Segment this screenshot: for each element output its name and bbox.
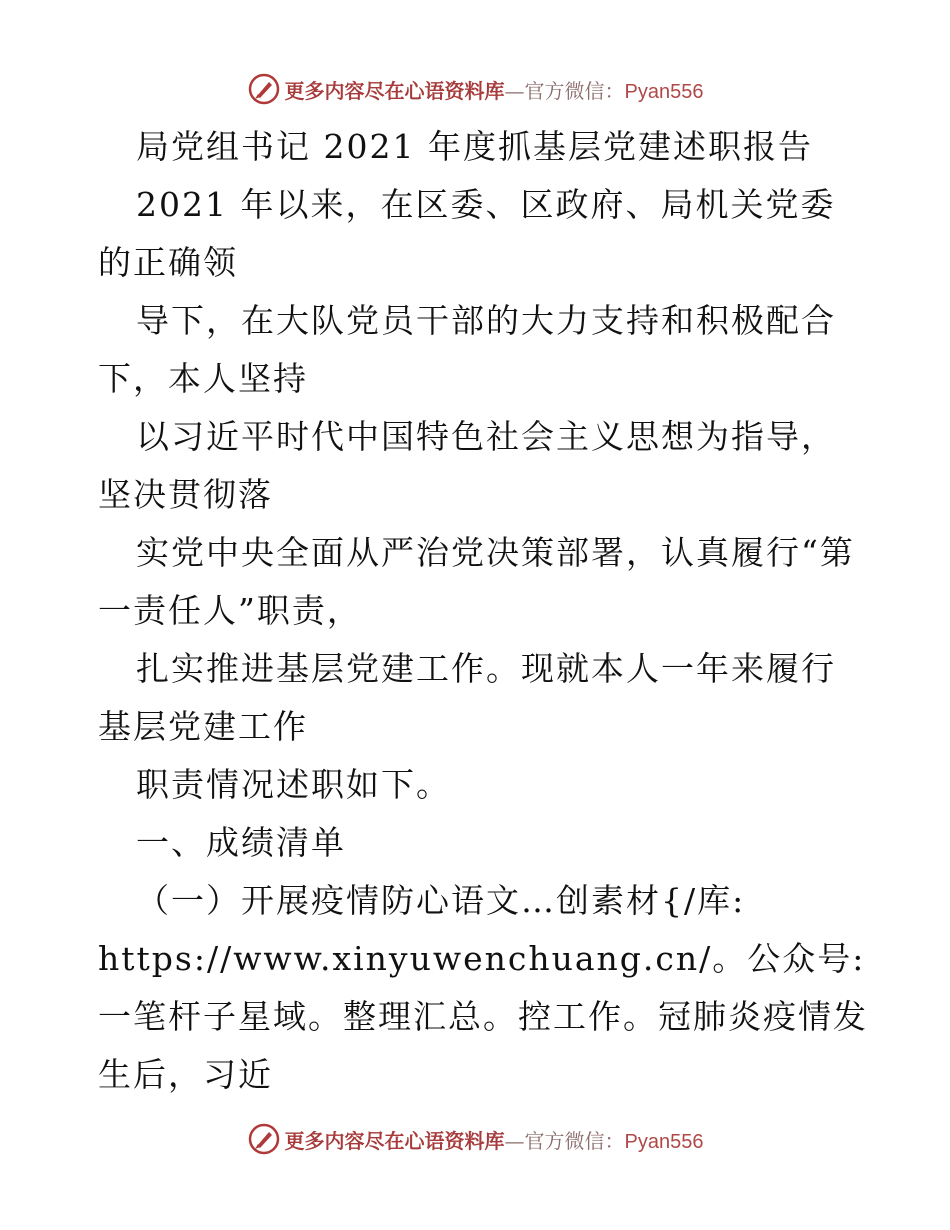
- paragraph: 扎实推进基层党建工作。现就本人一年来履行基层党建工作: [98, 649, 836, 746]
- banner-text-main: 更多内容尽在心语资料库: [284, 1128, 505, 1153]
- paragraph: 导下，在大队党员干部的大力支持和积极配合下，本人坚持: [98, 301, 836, 398]
- footer-watermark-banner: [0, 1122, 950, 1156]
- banner-wechat-id: Pyan556: [624, 1130, 704, 1153]
- banner-text-separator: —官方微信：: [504, 1128, 625, 1153]
- banner-wechat-id: Pyan556: [624, 80, 704, 103]
- pen-nib-circle-logo-icon: [247, 72, 281, 106]
- banner-group: [247, 1122, 704, 1156]
- paragraph: （一）开展疫情防心语文…创素材{/库: https://www.xinyuwenchuang.cn/。公众号: 一笔杆子星域。整理汇总。控工作。冠肺炎疫情发生后，习近: [98, 881, 878, 1094]
- header-watermark-banner: [0, 72, 950, 106]
- section-heading: 一、成绩清单: [136, 823, 346, 862]
- paragraph: 职责情况述职如下。: [136, 765, 451, 804]
- banner-text-separator: —官方微信：: [504, 78, 625, 103]
- paragraph: 以习近平时代中国特色社会主义思想为指导，坚决贯彻落: [98, 417, 836, 514]
- banner-text: [285, 1125, 704, 1154]
- banner-text: [285, 75, 704, 104]
- document-body: [98, 118, 878, 1104]
- document-title: 局党组书记 2021 年度抓基层党建述职报告: [136, 127, 813, 166]
- pen-nib-circle-logo-icon: [247, 1122, 281, 1156]
- banner-text-main: 更多内容尽在心语资料库: [284, 78, 505, 103]
- paragraph: 实党中央全面从严治党决策部署，认真履行“第一责任人”职责，: [98, 533, 855, 630]
- banner-group: [247, 72, 704, 106]
- paragraph: 2021 年以来，在区委、区政府、局机关党委的正确领: [98, 185, 836, 282]
